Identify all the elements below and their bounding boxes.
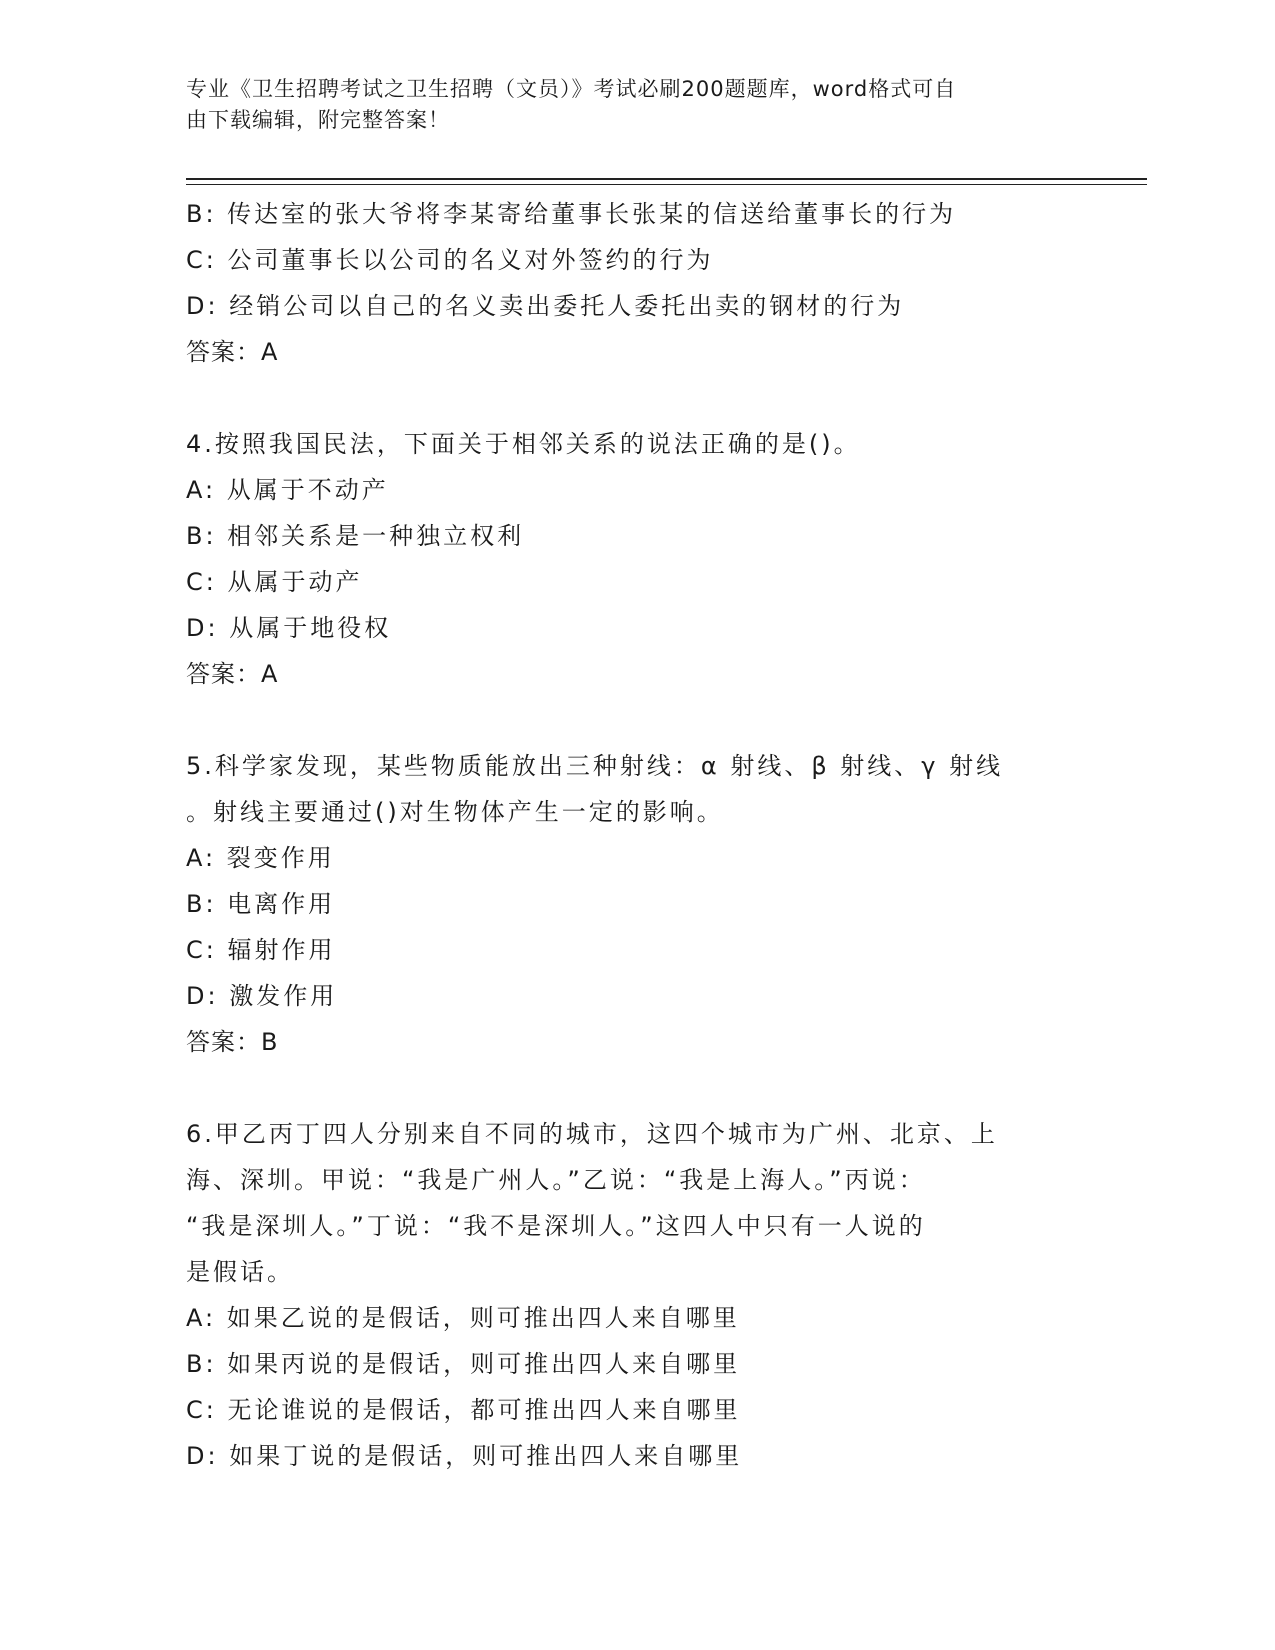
header-rule-thick (186, 178, 1147, 180)
spacer (186, 697, 1086, 743)
header-line-1: 专业《卫生招聘考试之卫生招聘（文员）》考试必刷200题题库，word格式可自 (186, 77, 957, 101)
question-stem-line-2: 海、深圳。甲说：“我是广州人。”乙说：“我是上海人。”丙说： (186, 1166, 926, 1194)
question-stem-line-1: 5.科学家发现，某些物质能放出三种射线：α 射线、β 射线、γ 射线 (186, 752, 1004, 780)
header-line-2: 由下载编辑，附完整答案！ (186, 108, 450, 132)
header-rule-thin (186, 184, 1147, 185)
option-a: A: 从属于不动产 (186, 476, 389, 504)
answer-label: 答案：B (186, 1028, 279, 1056)
option-b: B: 如果丙说的是假话，则可推出四人来自哪里 (186, 1350, 741, 1378)
question-stem: 4.按照我国民法，下面关于相邻关系的说法正确的是()。 (186, 430, 861, 458)
option-d: D: 经销公司以自己的名义卖出委托人委托出卖的钢材的行为 (186, 292, 905, 320)
document-header (186, 74, 1066, 136)
option-a: A: 裂变作用 (186, 844, 335, 872)
option-d: D: 从属于地役权 (186, 614, 392, 642)
option-d: D: 如果丁说的是假话，则可推出四人来自哪里 (186, 1442, 743, 1470)
option-a: A: 如果乙说的是假话，则可推出四人来自哪里 (186, 1304, 740, 1332)
question-stem-line-1: 6.甲乙丙丁四人分别来自不同的城市，这四个城市为广州、北京、上 (186, 1120, 998, 1148)
question-list (186, 191, 1086, 1479)
question-5 (186, 743, 1086, 1065)
answer-label: 答案：A (186, 338, 279, 366)
option-b: B: 电离作用 (186, 890, 336, 918)
question-stem-line-4: 是假话。 (186, 1258, 294, 1286)
answer-label: 答案：A (186, 660, 279, 688)
question-4 (186, 421, 1086, 697)
option-b: B: 相邻关系是一种独立权利 (186, 522, 525, 550)
spacer (186, 1065, 1086, 1111)
question-stem-line-2: 。射线主要通过()对生物体产生一定的影响。 (186, 798, 724, 826)
question-6 (186, 1111, 1086, 1479)
question-stem-line-3: “我是深圳人。”丁说：“我不是深圳人。”这四人中只有一人说的 (186, 1212, 926, 1240)
question-3 (186, 191, 1086, 375)
option-c: C: 公司董事长以公司的名义对外签约的行为 (186, 246, 714, 274)
spacer (186, 375, 1086, 421)
option-c: C: 辐射作用 (186, 936, 336, 964)
option-c: C: 从属于动产 (186, 568, 363, 596)
option-c: C: 无论谁说的是假话，都可推出四人来自哪里 (186, 1396, 741, 1424)
option-b: B: 传达室的张大爷将李某寄给董事长张某的信送给董事长的行为 (186, 200, 957, 228)
option-d: D: 激发作用 (186, 982, 338, 1010)
